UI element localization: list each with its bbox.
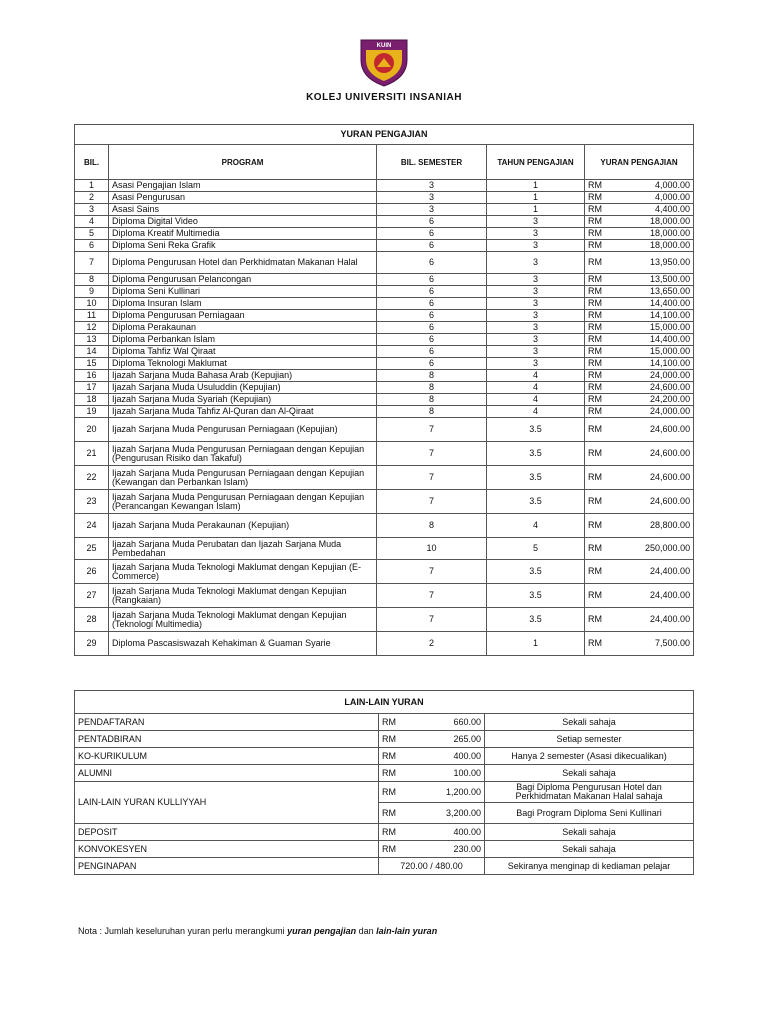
semester-count: 7	[377, 584, 487, 608]
currency-label: RM	[585, 310, 612, 322]
study-years: 3.5	[487, 418, 585, 442]
table-row	[75, 584, 694, 608]
table-row	[75, 714, 694, 731]
tuition-fee: 24,600.00	[612, 466, 694, 490]
table-row	[75, 632, 694, 656]
study-years: 3	[487, 298, 585, 310]
currency-label: RM	[585, 608, 612, 632]
semester-count: 7	[377, 560, 487, 584]
program-name: Diploma Pengurusan Pelancongan	[109, 274, 377, 286]
row-number: 19	[75, 406, 109, 418]
fee-amount: 265.00	[407, 731, 485, 748]
row-number: 3	[75, 204, 109, 216]
semester-count: 6	[377, 286, 487, 298]
fee-note: Sekali sahaja	[485, 714, 694, 731]
tuition-fee: 24,000.00	[612, 406, 694, 418]
fee-item: KONVOKESYEN	[75, 841, 379, 858]
semester-count: 7	[377, 490, 487, 514]
fee-item: PENGINAPAN	[75, 858, 379, 875]
table-row	[75, 228, 694, 240]
program-name: Diploma Insuran Islam	[109, 298, 377, 310]
table-row	[75, 204, 694, 216]
study-years: 3.5	[487, 560, 585, 584]
currency-label: RM	[585, 394, 612, 406]
currency-label: RM	[379, 841, 407, 858]
table-row	[75, 406, 694, 418]
program-name: Ijazah Sarjana Muda Syariah (Kepujian)	[109, 394, 377, 406]
fee-note: Bagi Diploma Pengurusan Hotel dan Perkhidmatan Makanan Halal sahaja	[485, 782, 694, 803]
program-name: Diploma Seni Kullinari	[109, 286, 377, 298]
table-row	[75, 274, 694, 286]
study-years: 3	[487, 346, 585, 358]
currency-label: RM	[379, 714, 407, 731]
study-years: 3.5	[487, 584, 585, 608]
program-name: Ijazah Sarjana Muda Usuluddin (Kepujian)	[109, 382, 377, 394]
row-number: 21	[75, 442, 109, 466]
column-header-semesters: BIL. SEMESTER	[377, 145, 487, 180]
program-name: Ijazah Sarjana Muda Pengurusan Perniagaan dengan Kepujian (Perancangan Kewangan Islam)	[109, 490, 377, 514]
semester-count: 2	[377, 632, 487, 656]
study-years: 3.5	[487, 490, 585, 514]
tuition-fee: 15,000.00	[612, 346, 694, 358]
program-name: Ijazah Sarjana Muda Tahfiz Al-Quran dan Al-Qiraat	[109, 406, 377, 418]
semester-count: 6	[377, 298, 487, 310]
table-row	[75, 298, 694, 310]
semester-count: 6	[377, 346, 487, 358]
table-row	[75, 514, 694, 538]
semester-count: 8	[377, 370, 487, 382]
study-years: 3	[487, 334, 585, 346]
table-row	[75, 824, 694, 841]
footnote-emphasis-tuition: yuran pengajian	[287, 926, 357, 936]
footnote-text: Nota : Jumlah keseluruhan yuran perlu merangkumi	[78, 926, 288, 936]
currency-label: RM	[585, 538, 612, 560]
fee-item: PENTADBIRAN	[75, 731, 379, 748]
program-name: Diploma Pascasiswazah Kehakiman & Guaman Syarie	[109, 632, 377, 656]
currency-label: RM	[379, 803, 407, 824]
semester-count: 6	[377, 274, 487, 286]
row-number: 9	[75, 286, 109, 298]
footnote-emphasis-other: lain-lain yuran	[376, 926, 438, 936]
semester-count: 3	[377, 180, 487, 192]
program-name: Ijazah Sarjana Muda Teknologi Maklumat dengan Kepujian (Rangkaian)	[109, 584, 377, 608]
tuition-fee: 13,950.00	[612, 252, 694, 274]
semester-count: 7	[377, 608, 487, 632]
footnote	[78, 926, 437, 936]
semester-count: 3	[377, 192, 487, 204]
semester-count: 6	[377, 334, 487, 346]
fee-amount: 3,200.00	[407, 803, 485, 824]
fee-note: Sekali sahaja	[485, 824, 694, 841]
currency-label: RM	[585, 240, 612, 252]
tuition-fee: 7,500.00	[612, 632, 694, 656]
study-years: 3	[487, 228, 585, 240]
study-years: 3	[487, 216, 585, 228]
table-row	[75, 346, 694, 358]
currency-label: RM	[585, 442, 612, 466]
program-name: Diploma Seni Reka Grafik	[109, 240, 377, 252]
table-row	[75, 240, 694, 252]
semester-count: 6	[377, 310, 487, 322]
table-row	[75, 608, 694, 632]
currency-label: RM	[585, 406, 612, 418]
tuition-fee: 13,650.00	[612, 286, 694, 298]
tuition-fee: 14,400.00	[612, 334, 694, 346]
row-number: 13	[75, 334, 109, 346]
row-number: 16	[75, 370, 109, 382]
fee-amount: 400.00	[407, 748, 485, 765]
currency-label: RM	[585, 418, 612, 442]
fee-item: ALUMNI	[75, 765, 379, 782]
column-header-fee: YURAN PENGAJIAN	[585, 145, 694, 180]
tuition-fee: 4,000.00	[612, 180, 694, 192]
semester-count: 7	[377, 442, 487, 466]
tuition-fee: 24,400.00	[612, 560, 694, 584]
currency-label: RM	[585, 632, 612, 656]
study-years: 4	[487, 514, 585, 538]
fee-note: Setiap semester	[485, 731, 694, 748]
tuition-fee: 4,400.00	[612, 204, 694, 216]
row-number: 17	[75, 382, 109, 394]
study-years: 1	[487, 204, 585, 216]
table-row	[75, 858, 694, 875]
table-row	[75, 252, 694, 274]
currency-label: RM	[585, 298, 612, 310]
program-name: Ijazah Sarjana Muda Teknologi Maklumat dengan Kepujian (Teknologi Multimedia)	[109, 608, 377, 632]
fee-item: PENDAFTARAN	[75, 714, 379, 731]
fee-amount: 230.00	[407, 841, 485, 858]
row-number: 12	[75, 322, 109, 334]
row-number: 14	[75, 346, 109, 358]
program-name: Diploma Tahfiz Wal Qiraat	[109, 346, 377, 358]
tuition-fee: 14,100.00	[612, 310, 694, 322]
currency-label: RM	[379, 782, 407, 803]
semester-count: 6	[377, 228, 487, 240]
semester-count: 6	[377, 240, 487, 252]
semester-count: 6	[377, 358, 487, 370]
row-number: 2	[75, 192, 109, 204]
program-name: Asasi Sains	[109, 204, 377, 216]
fee-note: Hanya 2 semester (Asasi dikecualikan)	[485, 748, 694, 765]
tuition-fee: 250,000.00	[612, 538, 694, 560]
tuition-fee-table	[74, 124, 694, 656]
currency-label: RM	[585, 490, 612, 514]
tuition-fee: 4,000.00	[612, 192, 694, 204]
document-title: KOLEJ UNIVERSITI INSANIAH	[306, 92, 462, 103]
table-row	[75, 560, 694, 584]
table-row	[75, 358, 694, 370]
study-years: 3	[487, 322, 585, 334]
semester-count: 8	[377, 406, 487, 418]
fee-note: Sekali sahaja	[485, 765, 694, 782]
tuition-fee: 24,600.00	[612, 382, 694, 394]
currency-label: RM	[585, 180, 612, 192]
currency-label: RM	[585, 204, 612, 216]
fee-item: LAIN-LAIN YURAN KULLIYYAH	[75, 782, 379, 824]
program-name: Diploma Pengurusan Perniagaan	[109, 310, 377, 322]
row-number: 5	[75, 228, 109, 240]
row-number: 28	[75, 608, 109, 632]
table-row	[75, 180, 694, 192]
row-number: 23	[75, 490, 109, 514]
tuition-fee: 28,800.00	[612, 514, 694, 538]
study-years: 3	[487, 358, 585, 370]
study-years: 3	[487, 286, 585, 298]
program-name: Ijazah Sarjana Muda Pengurusan Perniagaan dengan Kepujian (Pengurusan Risiko dan Takaful)	[109, 442, 377, 466]
row-number: 26	[75, 560, 109, 584]
tuition-fee: 24,000.00	[612, 370, 694, 382]
tuition-fee: 18,000.00	[612, 216, 694, 228]
column-header-no: BIL.	[75, 145, 109, 180]
currency-label: RM	[585, 252, 612, 274]
row-number: 4	[75, 216, 109, 228]
semester-count: 3	[377, 204, 487, 216]
table-row	[75, 216, 694, 228]
tuition-fee: 24,600.00	[612, 442, 694, 466]
program-name: Asasi Pengajian Islam	[109, 180, 377, 192]
study-years: 4	[487, 382, 585, 394]
study-years: 1	[487, 192, 585, 204]
row-number: 18	[75, 394, 109, 406]
program-name: Ijazah Sarjana Muda Pengurusan Perniagaan dengan Kepujian (Kewangan dan Perbankan Islam)	[109, 466, 377, 490]
fee-amount: 1,200.00	[407, 782, 485, 803]
tuition-fee: 18,000.00	[612, 240, 694, 252]
semester-count: 8	[377, 394, 487, 406]
study-years: 3.5	[487, 442, 585, 466]
semester-count: 6	[377, 252, 487, 274]
table-row	[75, 782, 694, 803]
row-number: 24	[75, 514, 109, 538]
table-row	[75, 466, 694, 490]
program-name: Asasi Pengurusan	[109, 192, 377, 204]
currency-label: RM	[379, 765, 407, 782]
table-row	[75, 286, 694, 298]
fee-amount: 660.00	[407, 714, 485, 731]
study-years: 5	[487, 538, 585, 560]
currency-label: RM	[585, 382, 612, 394]
row-number: 29	[75, 632, 109, 656]
row-number: 27	[75, 584, 109, 608]
table-row	[75, 765, 694, 782]
currency-label: RM	[379, 824, 407, 841]
table-row	[75, 538, 694, 560]
fee-amount: 720.00 / 480.00	[379, 858, 485, 875]
footnote-joiner: dan	[356, 926, 377, 936]
program-name: Diploma Perbankan Islam	[109, 334, 377, 346]
currency-label: RM	[585, 346, 612, 358]
fee-item: DEPOSIT	[75, 824, 379, 841]
study-years: 1	[487, 632, 585, 656]
study-years: 4	[487, 394, 585, 406]
tuition-fee: 24,400.00	[612, 584, 694, 608]
currency-label: RM	[585, 370, 612, 382]
table-row	[75, 334, 694, 346]
table-row	[75, 310, 694, 322]
fee-note: Sekali sahaja	[485, 841, 694, 858]
table-row	[75, 370, 694, 382]
study-years: 3	[487, 240, 585, 252]
currency-label: RM	[585, 334, 612, 346]
program-name: Ijazah Sarjana Muda Pengurusan Perniagaan (Kepujian)	[109, 418, 377, 442]
currency-label: RM	[585, 584, 612, 608]
tuition-fee: 24,400.00	[612, 608, 694, 632]
tuition-fee: 24,600.00	[612, 418, 694, 442]
semester-count: 8	[377, 382, 487, 394]
tuition-fee: 24,200.00	[612, 394, 694, 406]
semester-count: 7	[377, 466, 487, 490]
fee-note: Bagi Program Diploma Seni Kullinari	[485, 803, 694, 824]
table-row	[75, 418, 694, 442]
currency-label: RM	[585, 192, 612, 204]
row-number: 7	[75, 252, 109, 274]
row-number: 6	[75, 240, 109, 252]
currency-label: RM	[585, 322, 612, 334]
table-row	[75, 322, 694, 334]
semester-count: 7	[377, 418, 487, 442]
study-years: 3	[487, 274, 585, 286]
semester-count: 6	[377, 216, 487, 228]
currency-label: RM	[585, 228, 612, 240]
tuition-fee: 14,100.00	[612, 358, 694, 370]
study-years: 3	[487, 252, 585, 274]
table-row	[75, 442, 694, 466]
tuition-fee: 24,600.00	[612, 490, 694, 514]
program-name: Diploma Perakaunan	[109, 322, 377, 334]
currency-label: RM	[585, 466, 612, 490]
table-row	[75, 192, 694, 204]
currency-label: RM	[585, 286, 612, 298]
program-name: Ijazah Sarjana Muda Perubatan dan Ijazah Sarjana Muda Pembedahan	[109, 538, 377, 560]
currency-label: RM	[585, 560, 612, 584]
currency-label: RM	[379, 731, 407, 748]
program-name: Ijazah Sarjana Muda Perakaunan (Kepujian)	[109, 514, 377, 538]
table-row	[75, 841, 694, 858]
column-header-program: PROGRAM	[109, 145, 377, 180]
currency-label: RM	[585, 514, 612, 538]
tuition-fee: 18,000.00	[612, 228, 694, 240]
currency-label: RM	[585, 358, 612, 370]
table-row	[75, 748, 694, 765]
column-header-years: TAHUN PENGAJIAN	[487, 145, 585, 180]
row-number: 8	[75, 274, 109, 286]
semester-count: 8	[377, 514, 487, 538]
row-number: 1	[75, 180, 109, 192]
other-fees-caption: LAIN-LAIN YURAN	[75, 691, 694, 714]
row-number: 25	[75, 538, 109, 560]
study-years: 4	[487, 370, 585, 382]
fee-amount: 100.00	[407, 765, 485, 782]
study-years: 3.5	[487, 466, 585, 490]
row-number: 20	[75, 418, 109, 442]
study-years: 4	[487, 406, 585, 418]
tuition-table-caption: YURAN PENGAJIAN	[75, 125, 694, 145]
college-crest-logo	[357, 36, 411, 88]
program-name: Ijazah Sarjana Muda Bahasa Arab (Kepujian)	[109, 370, 377, 382]
fee-amount: 400.00	[407, 824, 485, 841]
table-row	[75, 382, 694, 394]
row-number: 15	[75, 358, 109, 370]
row-number: 22	[75, 466, 109, 490]
row-number: 11	[75, 310, 109, 322]
semester-count: 6	[377, 322, 487, 334]
tuition-fee: 13,500.00	[612, 274, 694, 286]
study-years: 3.5	[487, 608, 585, 632]
study-years: 3	[487, 310, 585, 322]
table-row	[75, 731, 694, 748]
program-name: Diploma Digital Video	[109, 216, 377, 228]
study-years: 1	[487, 180, 585, 192]
row-number: 10	[75, 298, 109, 310]
table-row	[75, 394, 694, 406]
semester-count: 10	[377, 538, 487, 560]
fee-item: KO-KURIKULUM	[75, 748, 379, 765]
program-name: Ijazah Sarjana Muda Teknologi Maklumat dengan Kepujian (E-Commerce)	[109, 560, 377, 584]
other-fees-table	[74, 690, 694, 875]
fee-note: Sekiranya menginap di kediaman pelajar	[485, 858, 694, 875]
program-name: Diploma Teknologi Maklumat	[109, 358, 377, 370]
currency-label: RM	[585, 274, 612, 286]
tuition-fee: 15,000.00	[612, 322, 694, 334]
program-name: Diploma Kreatif Multimedia	[109, 228, 377, 240]
program-name: Diploma Pengurusan Hotel dan Perkhidmatan Makanan Halal	[109, 252, 377, 274]
tuition-fee: 14,400.00	[612, 298, 694, 310]
svg-text:KUIN: KUIN	[376, 43, 392, 49]
table-row	[75, 490, 694, 514]
currency-label: RM	[585, 216, 612, 228]
currency-label: RM	[379, 748, 407, 765]
